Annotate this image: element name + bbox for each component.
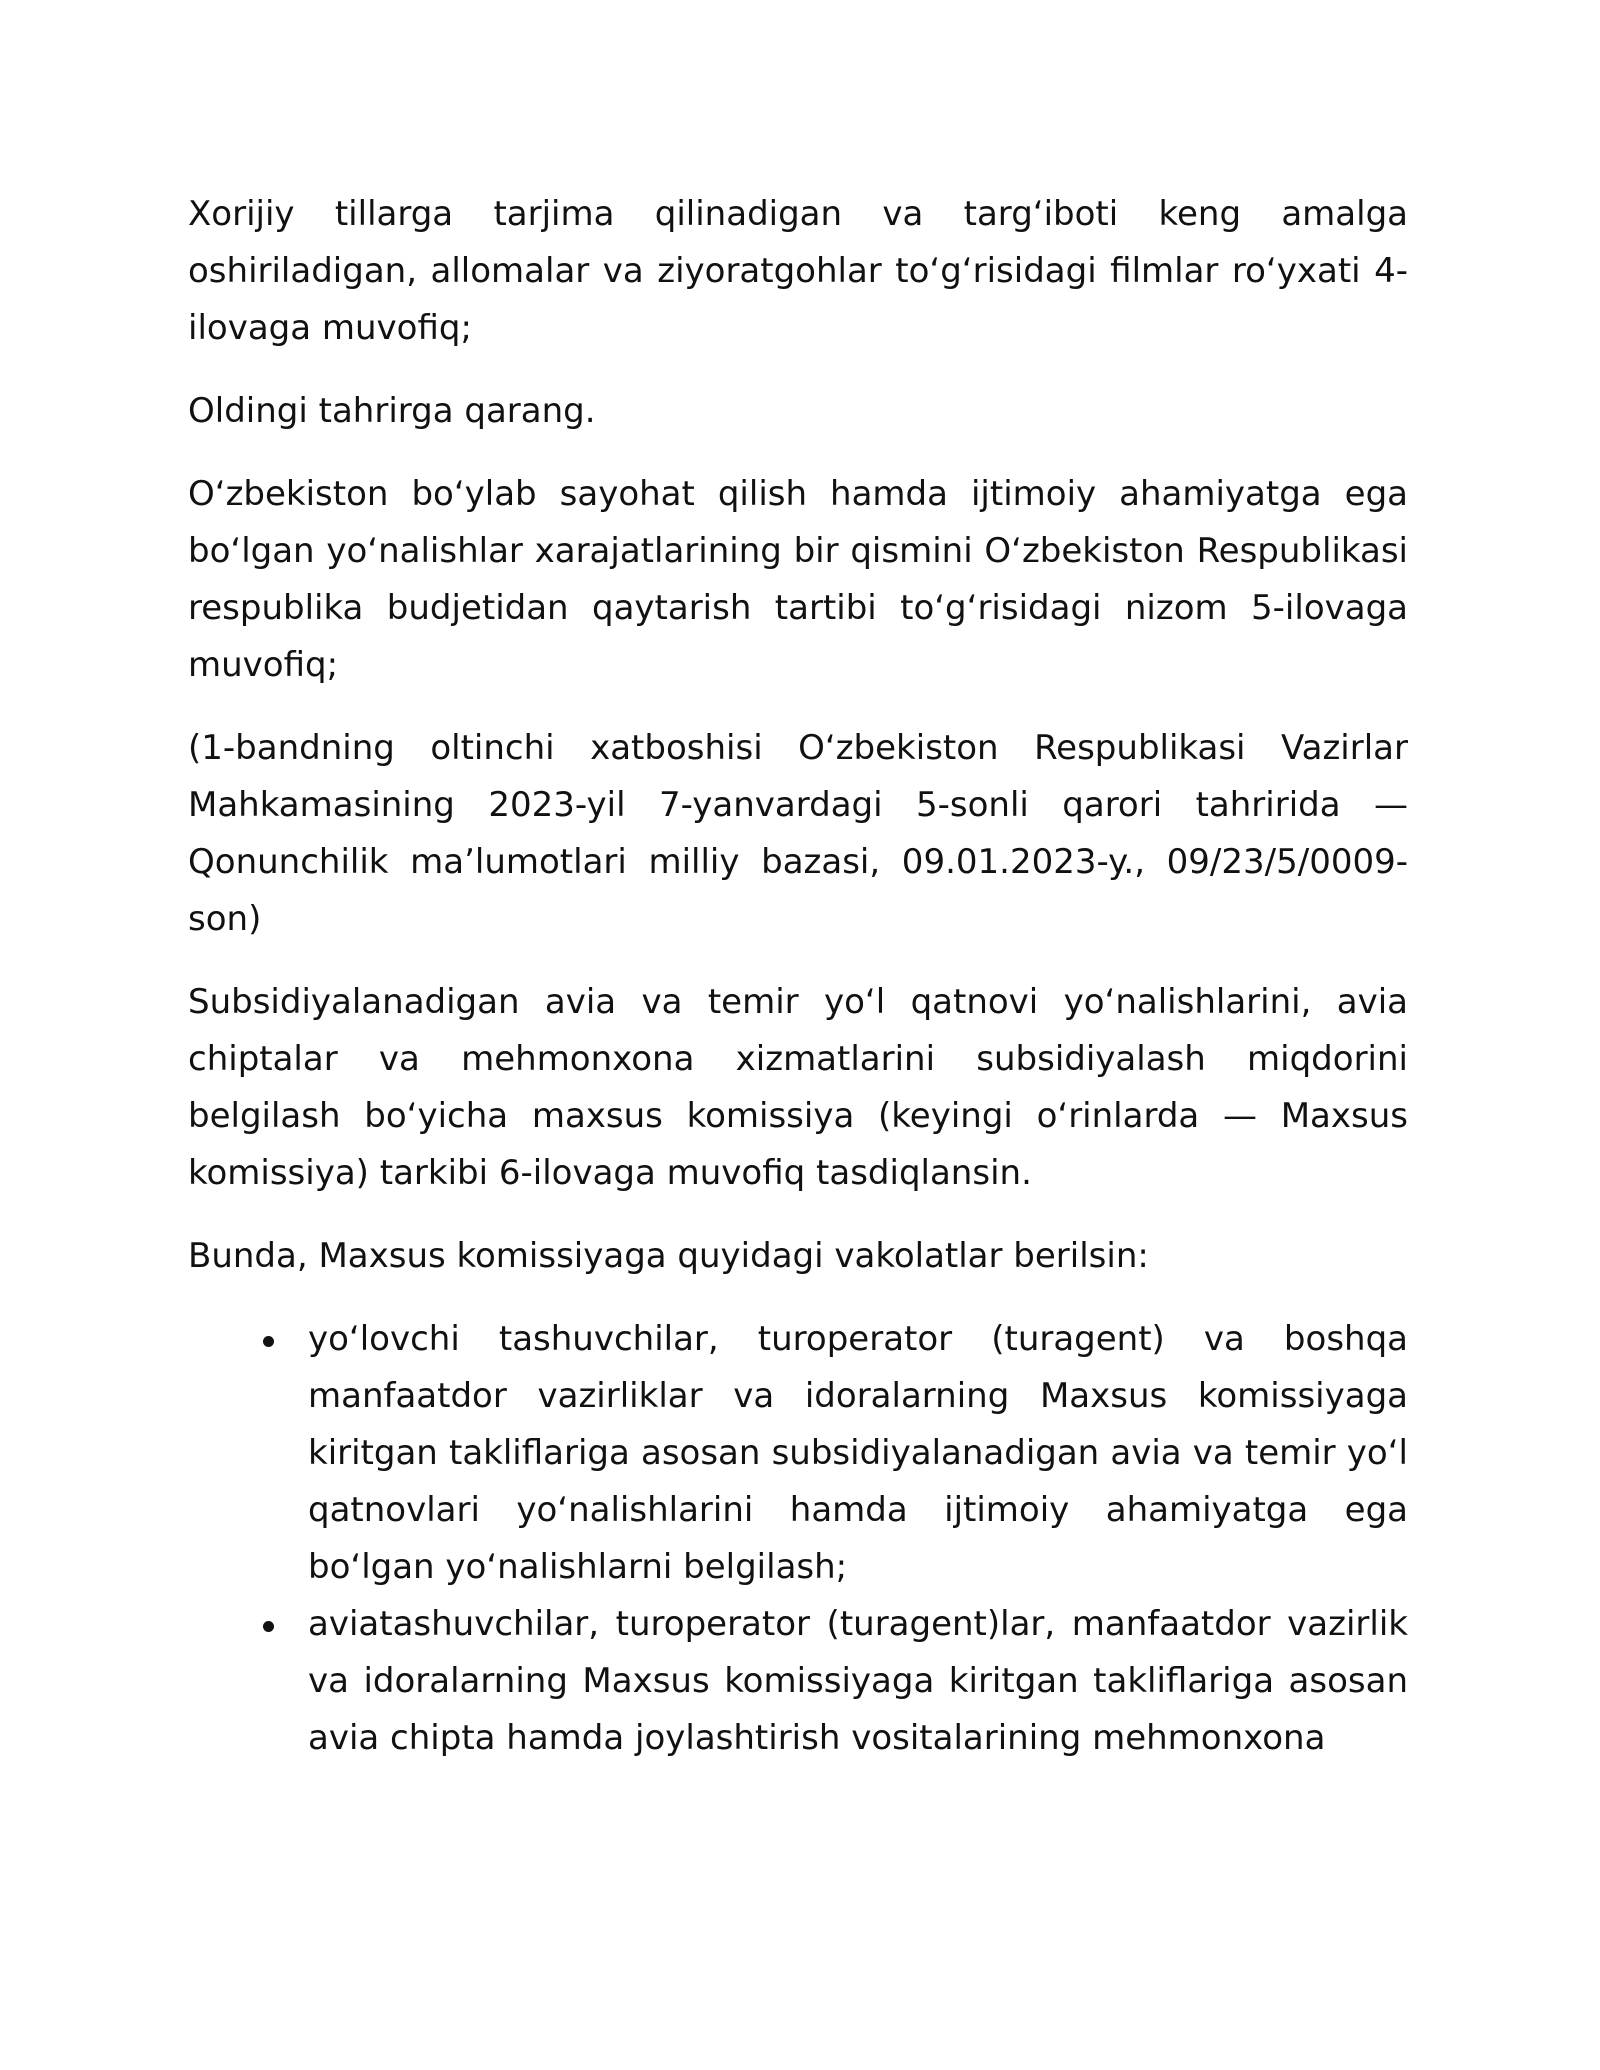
- list-item: aviatashuvchilar, turoperator (turagent)lar, manfaatdor vazirlik va idoralarning Maxsus komissiyaga kiritgan takliflariga asosan avia chipta hamda joylashtirish vositalarining mehmonxona: [308, 1596, 1408, 1767]
- paragraph-special-commission: Subsidiyalanadigan avia va temir yoʻl qatnovi yoʻnalishlarini, avia chiptalar va mehmonxona xizmatlarini subsidiyalash miqdorini belgilash boʻyicha maxsus komissiya (keyingi oʻrinlarda — Maxsus komissiya) tarkibi 6-ilovaga muvofiq tasdiqlansin.: [188, 982, 1408, 1193]
- paragraph-commission-powers: Bunda, Maxsus komissiyaga quyidagi vakolatlar berilsin:: [188, 1236, 1149, 1276]
- previous-edition-link[interactable]: Oldingi tahrirga qarang.: [188, 391, 596, 431]
- paragraph-films-list: Xorijiy tillarga tarjima qilinadigan va targʻiboti keng amalga oshiriladigan, allomalar va ziyoratgohlar toʻgʻrisidagi filmlar roʻyxati 4-ilovaga muvofiq;: [188, 194, 1408, 348]
- paragraph-travel-expenses: Oʻzbekiston boʻylab sayohat qilish hamda ijtimoiy ahamiyatga ega boʻlgan yoʻnalishlar xarajatlarining bir qismini Oʻzbekiston Respublikasi respublika budjetidan qaytarish tartibi toʻgʻrisidagi nizom 5-ilovaga muvofiq;: [188, 474, 1408, 685]
- document-page: [188, 186, 1408, 1767]
- powers-list: [188, 1311, 1408, 1767]
- list-item: yoʻlovchi tashuvchilar, turoperator (turagent) va boshqa manfaatdor vazirliklar va idoralarning Maxsus komissiyaga kiritgan takliflariga asosan subsidiyalanadigan avia va temir yoʻl qatnovlari yoʻnalishlarini hamda ijtimoiy ahamiyatga ega boʻlgan yoʻnalishlarni belgilash;: [308, 1311, 1408, 1596]
- paragraph-amendment-note: (1-bandning oltinchi xatboshisi Oʻzbekiston Respublikasi Vazirlar Mahkamasining 2023-yil 7-yanvardagi 5-sonli qarori tahririda — Qonunchilik maʼlumotlari milliy bazasi, 09.01.2023-y., 09/23/5/0009-son): [188, 728, 1408, 939]
